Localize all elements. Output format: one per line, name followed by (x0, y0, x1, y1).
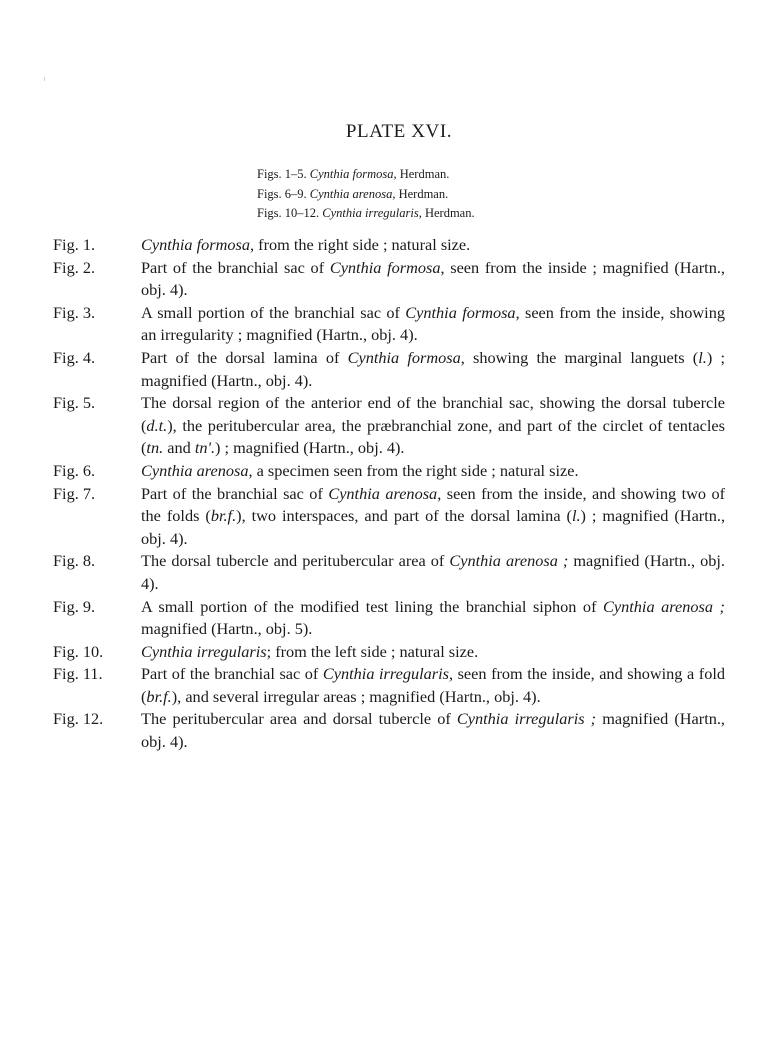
figure-label: Fig. 8. (53, 551, 96, 571)
species-key-row (257, 204, 475, 224)
figure-text: Part of the dorsal lamina of (141, 347, 348, 367)
species-figs: Figs. 10–12. (257, 206, 320, 220)
figure-description-1 (53, 234, 725, 257)
figure-italic-text: Cynthia arenosa (328, 483, 438, 503)
figure-italic-text: Cynthia arenosa (141, 460, 249, 480)
figure-text: , from the right side ; natural size. (250, 235, 471, 254)
figure-label: Fig. 2. (53, 257, 96, 277)
figure-italic-text: Cynthia irregularis (322, 664, 449, 684)
figure-text: ; from the left side ; natural size. (266, 641, 479, 661)
figure-italic-text: tn'. (194, 438, 216, 458)
species-author: , Herdman. (392, 186, 449, 201)
figure-text: ) ; magnified (Hartn., obj. 4). (141, 506, 726, 548)
figure-text: , showing the marginal languets ( (460, 347, 699, 367)
figure-text: magnified (Hartn., obj. 5). (141, 619, 313, 639)
figure-text: The peritubercular area and dorsal tubercle of (141, 709, 457, 729)
figure-text: magnified (Hartn., obj. 4). (141, 709, 726, 752)
figure-text: The dorsal tubercle and peritubercular area of (141, 551, 450, 571)
figure-italic-text: Cynthia formosa (141, 235, 251, 254)
figure-label: Fig. 4. (53, 347, 96, 367)
species-key (257, 165, 475, 224)
figure-italic-text: tn. (146, 438, 164, 458)
figure-italic-text: d.t. (146, 415, 168, 435)
plate-title: PLATE XVI. (345, 121, 453, 142)
figure-text: , a specimen seen from the right side ; natural size. (248, 460, 579, 480)
species-figs: Figs. 6–9. (257, 186, 307, 201)
species-name: Cynthia arenosa (309, 186, 393, 201)
figure-italic-text: Cynthia formosa (347, 347, 461, 367)
figure-text: Part of the branchial sac of (141, 483, 329, 503)
species-author: , Herdman. (393, 167, 450, 181)
figure-description-7 (53, 483, 725, 551)
figure-text: A small portion of the modified test lining the branchial siphon of (141, 596, 604, 616)
figure-descriptions (53, 234, 725, 754)
figure-italic-text: Cynthia arenosa ; (449, 551, 569, 571)
figure-italic-text: br.f. (146, 686, 172, 706)
figure-text: ) ; magnified (Hartn., obj. 4). (215, 438, 405, 458)
figure-description-9 (53, 596, 725, 641)
figure-description-5 (53, 392, 725, 460)
figure-text: , seen from the inside ; magnified (Hartn., obj. 4). (141, 257, 725, 300)
figure-text: , seen from the inside, showing an irregularity ; magnified (Hartn., obj. 4). (141, 302, 725, 345)
species-key-row (257, 165, 475, 185)
figure-description-10 (53, 641, 725, 664)
figure-text: ) ; magnified (Hartn., obj. 4). (141, 347, 725, 390)
figure-text: magnified (Hartn., obj. 4). (141, 551, 725, 593)
species-name: Cynthia irregularis (322, 206, 419, 220)
species-name: Cynthia formosa (309, 167, 394, 181)
figure-text: The dorsal region of the anterior end of the branchial sac, showing the dorsal tubercle ( (141, 393, 725, 435)
figure-text: ), two interspaces, and part of the dorsal lamina ( (236, 506, 572, 526)
figure-italic-text: br.f. (210, 506, 237, 526)
figure-label: Fig. 11. (53, 664, 103, 684)
figure-label: Fig. 1. (53, 235, 96, 254)
figure-italic-text: Cynthia irregularis (141, 641, 267, 661)
figure-text: Part of the branchial sac of (141, 664, 323, 684)
figure-italic-text: Cynthia formosa (405, 302, 516, 322)
species-figs: Figs. 1–5. (257, 167, 307, 181)
figure-description-11 (53, 663, 725, 708)
margin-mark (44, 77, 45, 81)
figure-label: Fig. 6. (53, 460, 96, 480)
figure-text: and (163, 438, 195, 458)
figure-description-12 (53, 708, 725, 753)
figure-text: , seen from the inside, and showing a fold ( (141, 664, 725, 706)
figure-text: ), the peritubercular area, the præbranchial zone, and part of the circlet of tentacles ( (141, 415, 725, 458)
species-key-row (257, 185, 475, 205)
figure-description-4 (53, 347, 725, 392)
figure-label: Fig. 3. (53, 302, 96, 322)
figure-italic-text: l. (571, 506, 581, 526)
figure-description-8 (53, 550, 725, 595)
figure-italic-text: Cynthia formosa (329, 257, 441, 277)
species-author: , Herdman. (418, 206, 475, 220)
figure-label: Fig. 9. (53, 596, 96, 616)
figure-italic-text: Cynthia irregularis ; (456, 709, 597, 729)
figure-text: A small portion of the branchial sac of (141, 302, 406, 322)
figure-italic-text: Cynthia arenosa ; (603, 596, 725, 616)
figure-description-3 (53, 302, 725, 347)
figure-label: Fig. 10. (53, 641, 104, 661)
figure-label: Fig. 12. (53, 709, 104, 729)
figure-text: ), and several irregular areas ; magnified (Hartn., obj. 4). (171, 686, 541, 706)
figure-text: , seen from the inside, and showing two of the folds ( (141, 483, 726, 526)
figure-label: Fig. 7. (53, 483, 96, 503)
figure-label: Fig. 5. (53, 393, 96, 413)
figure-description-2 (53, 257, 725, 302)
figure-description-6 (53, 460, 725, 483)
figure-text: Part of the branchial sac of (141, 257, 330, 277)
figure-italic-text: l. (698, 347, 707, 367)
